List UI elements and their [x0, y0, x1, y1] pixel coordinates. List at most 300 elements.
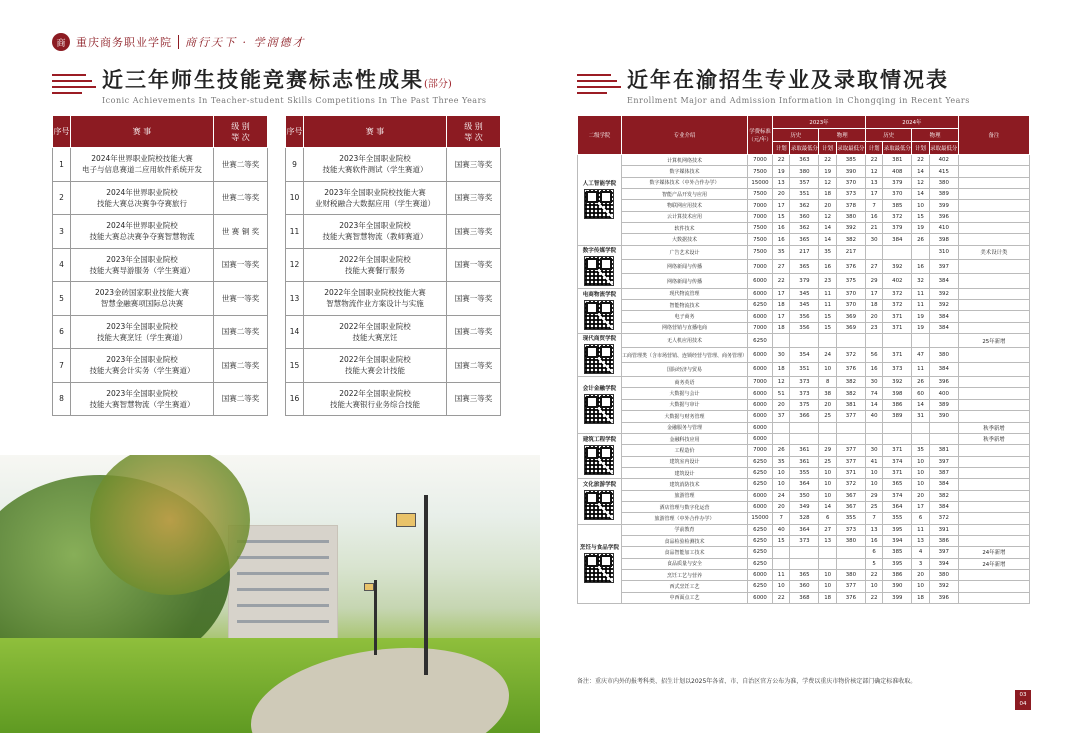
phys-2024-score: 389	[929, 189, 958, 200]
phys-2023-score	[836, 422, 865, 433]
hist-2024-score: 395	[883, 558, 912, 569]
college-cell	[578, 155, 622, 246]
hist-2023-score: 363	[790, 155, 819, 166]
hist-2024-plan: 16	[865, 535, 882, 546]
phys-2024-plan: 11	[912, 362, 929, 376]
table-row	[578, 388, 1030, 399]
event-name	[71, 315, 214, 349]
competition-title: 近三年师生技能竞赛标志性成果(部分)	[102, 67, 452, 92]
row-number: 14	[286, 315, 304, 349]
event-line-1: 2022年全国职业院校技能大赛	[324, 288, 426, 298]
phys-2024-plan: 11	[912, 524, 929, 535]
phys-2023-plan: 29	[819, 445, 836, 456]
phys-2023-plan: 11	[819, 288, 836, 299]
phys-2024-score: 386	[929, 535, 958, 546]
event-line-1: 2024年世界职业院校技能大赛	[91, 154, 193, 164]
phys-2024-plan	[912, 245, 929, 259]
event-name	[304, 148, 447, 182]
phys-2023-plan: 14	[819, 501, 836, 512]
phys-2023-plan: 6	[819, 513, 836, 524]
hist-2024-plan: 22	[865, 592, 882, 603]
college-cell	[578, 288, 622, 333]
award-level: 国赛一等奖	[447, 248, 501, 282]
phys-2024-plan: 12	[912, 177, 929, 188]
remark	[958, 362, 1029, 376]
table-row	[53, 181, 268, 215]
hist-2023-score: 364	[790, 479, 819, 490]
hist-2024-plan: 41	[865, 456, 882, 467]
event-line-2: 技能大赛会计实务（学生赛道）	[89, 366, 195, 376]
phys-2023-score: 381	[836, 399, 865, 410]
phys-2024-plan: 10	[912, 479, 929, 490]
competition-table-a	[52, 115, 268, 416]
hist-2024-plan: 25	[865, 501, 882, 512]
event-line-1: 2022年全国职业院校	[339, 254, 411, 264]
table-row	[286, 382, 501, 416]
table-row	[578, 445, 1030, 456]
remark	[958, 411, 1029, 422]
major-name: 酒店管理与数字化运营	[621, 501, 747, 512]
hist-2024-plan: 7	[865, 200, 882, 211]
phys-2023-score: 378	[836, 200, 865, 211]
hist-2023-plan: 24	[773, 490, 790, 501]
remark: 秋季新增	[958, 433, 1029, 444]
major-name: 旅游管理	[621, 490, 747, 501]
college-cell	[578, 334, 622, 377]
major-name: 建筑设计	[621, 467, 747, 478]
college-cell	[578, 479, 622, 524]
phys-2024-plan: 31	[912, 411, 929, 422]
table-row	[578, 300, 1030, 311]
hist-2023-plan: 15	[773, 211, 790, 222]
phys-2024-score: 382	[929, 490, 958, 501]
hist-2024-score: 374	[883, 456, 912, 467]
hist-2023-plan: 12	[773, 377, 790, 388]
table-row	[578, 569, 1030, 580]
major-name: 金融科技应用	[621, 433, 747, 444]
table-row	[578, 223, 1030, 234]
hist-2023-plan: 15	[773, 535, 790, 546]
hist-2023-score: 365	[790, 569, 819, 580]
hist-2023-plan: 26	[773, 445, 790, 456]
phys-2023-score: 367	[836, 501, 865, 512]
phys-2023-score: 385	[836, 155, 865, 166]
event-name	[304, 248, 447, 282]
table-row	[578, 479, 1030, 490]
phys-2024-score: 396	[929, 377, 958, 388]
table-row	[578, 200, 1030, 211]
phys-2023-score: 376	[836, 592, 865, 603]
hist-2023-score: 217	[790, 245, 819, 259]
table-row	[578, 234, 1030, 245]
major-name: 建筑消防技术	[621, 479, 747, 490]
phys-2023-plan: 18	[819, 189, 836, 200]
remark	[958, 234, 1029, 245]
major-name: 无人机应用技术	[621, 334, 747, 348]
remark	[958, 322, 1029, 333]
phys-2024-score: 397	[929, 547, 958, 558]
row-number: 13	[286, 282, 304, 316]
event-line-2: 技能大赛智慧物流（教师赛道）	[322, 232, 428, 242]
phys-2024-score: 372	[929, 513, 958, 524]
hist-2023-plan: 35	[773, 245, 790, 259]
remark	[958, 288, 1029, 299]
hist-2024-plan: 10	[865, 467, 882, 478]
table-row	[286, 215, 501, 249]
phys-2024-score: 397	[929, 456, 958, 467]
hist-2024-score: 372	[883, 211, 912, 222]
hist-2023-score: 366	[790, 411, 819, 422]
phys-2023-plan: 10	[819, 467, 836, 478]
competition-subtitle: Iconic Achievements In Teacher-student Skills Competitions In The Past Three Years	[102, 96, 487, 105]
phys-2023-plan: 14	[819, 223, 836, 234]
row-number: 11	[286, 215, 304, 249]
col-2023: 2023年	[773, 116, 866, 129]
table-row	[578, 422, 1030, 433]
phys-2024-score: 399	[929, 200, 958, 211]
phys-2023-score: 373	[836, 524, 865, 535]
table-row	[578, 288, 1030, 299]
table-row	[286, 248, 501, 282]
event-line-2: 技能大赛软件测试（学生赛道）	[322, 165, 428, 175]
phys-2023-plan: 19	[819, 166, 836, 177]
event-line-2: 电子与信息赛道二应用软件系统开发	[82, 165, 202, 175]
qr-code-icon	[584, 445, 614, 475]
phys-2023-score: 380	[836, 569, 865, 580]
award-level: 国赛三等奖	[447, 148, 501, 182]
event-name	[71, 148, 214, 182]
hist-2024-plan: 16	[865, 211, 882, 222]
table-row	[578, 592, 1030, 603]
table-row	[578, 399, 1030, 410]
phys-2024-plan: 16	[912, 260, 929, 274]
lamp-post	[424, 495, 428, 675]
event-line-2: 技能大赛导游服务（学生赛道）	[89, 265, 195, 275]
lamp	[396, 513, 416, 527]
hist-2024-score: 386	[883, 569, 912, 580]
hist-2024-plan	[865, 433, 882, 444]
tuition-fee: 6250	[747, 456, 772, 467]
phys-2023-plan: 27	[819, 524, 836, 535]
event-name	[71, 181, 214, 215]
tuition-fee: 6250	[747, 535, 772, 546]
phys-2024-plan: 14	[912, 166, 929, 177]
college-cell	[578, 524, 622, 603]
hist-2024-score: 379	[883, 223, 912, 234]
hist-2023-score	[790, 547, 819, 558]
hist-2024-plan: 30	[865, 445, 882, 456]
phys-2023-score	[836, 334, 865, 348]
col-no: 序号	[53, 116, 71, 148]
event-line-1: 2022年全国职业院校	[339, 321, 411, 331]
phys-2024-score: 397	[929, 260, 958, 274]
hist-2023-plan: 40	[773, 524, 790, 535]
table-row	[578, 211, 1030, 222]
phys-2024-plan: 26	[912, 377, 929, 388]
hist-2023-score: 345	[790, 300, 819, 311]
phys-2024-plan: 14	[912, 399, 929, 410]
qr-code-icon	[584, 553, 614, 583]
phys-2024-plan: 19	[912, 311, 929, 322]
lamp	[364, 583, 374, 591]
event-line-2: 技能大赛餐厅服务	[345, 265, 405, 275]
phys-2024-score	[929, 422, 958, 433]
hist-2024-plan: 30	[865, 377, 882, 388]
major-name: 智能产品开发与应用	[621, 189, 747, 200]
major-name: 电子商务	[621, 311, 747, 322]
qr-code-icon	[584, 189, 614, 219]
hist-2024-plan	[865, 245, 882, 259]
event-name	[71, 349, 214, 383]
table-row	[578, 177, 1030, 188]
remark: 秋季新增	[958, 422, 1029, 433]
remark	[958, 456, 1029, 467]
tuition-fee: 6250	[747, 300, 772, 311]
hist-2024-plan: 10	[865, 479, 882, 490]
tuition-fee: 6000	[747, 274, 772, 288]
major-name: 中西面点工艺	[621, 592, 747, 603]
hist-2024-plan: 17	[865, 288, 882, 299]
tuition-fee: 6250	[747, 547, 772, 558]
tuition-fee: 6000	[747, 348, 772, 362]
major-name: 大数据与财务管理	[621, 411, 747, 422]
col-score: 录取最低分	[790, 142, 819, 155]
phys-2024-score: 389	[929, 399, 958, 410]
campus-photo	[0, 455, 540, 733]
hist-2023-plan: 35	[773, 456, 790, 467]
hist-2023-plan	[773, 558, 790, 569]
admission-table	[577, 115, 1030, 604]
remark	[958, 260, 1029, 274]
college-name: 人工智能学院	[582, 180, 617, 187]
hist-2023-plan: 22	[773, 274, 790, 288]
hist-2024-score: 386	[883, 399, 912, 410]
phys-2024-score: 384	[929, 501, 958, 512]
phys-2024-score: 394	[929, 558, 958, 569]
event-name	[71, 382, 214, 416]
row-number: 15	[286, 349, 304, 383]
hist-2023-score: 373	[790, 535, 819, 546]
hist-2023-plan	[773, 334, 790, 348]
hist-2023-score	[790, 422, 819, 433]
row-number: 10	[286, 181, 304, 215]
table-row	[578, 490, 1030, 501]
hist-2024-score: 371	[883, 322, 912, 333]
tuition-fee: 6000	[747, 422, 772, 433]
phys-2024-plan: 13	[912, 535, 929, 546]
remark: 美术设计类	[958, 245, 1029, 259]
table-row	[578, 581, 1030, 592]
phys-2024-plan: 10	[912, 456, 929, 467]
event-line-1: 2023年全国职业院校	[106, 254, 178, 264]
college-name: 现代商贸学院	[582, 336, 617, 343]
table-row	[578, 456, 1030, 467]
phys-2023-plan: 38	[819, 388, 836, 399]
hist-2023-score: 328	[790, 513, 819, 524]
phys-2023-plan: 14	[819, 234, 836, 245]
col-plan: 计划	[912, 142, 929, 155]
phys-2023-plan: 23	[819, 274, 836, 288]
event-name	[304, 382, 447, 416]
event-line-2: 技能大赛烹饪	[352, 332, 398, 342]
tuition-fee: 6000	[747, 433, 772, 444]
hist-2023-score: 373	[790, 377, 819, 388]
major-name: 旅游管理（中外合作办学）	[621, 513, 747, 524]
hist-2024-plan	[865, 422, 882, 433]
hist-2023-plan: 17	[773, 288, 790, 299]
phys-2024-score: 415	[929, 166, 958, 177]
award-level: 世 赛 铜 奖	[214, 215, 268, 249]
admission-subtitle: Enrollment Major and Admission Information in Chongqing in Recent Years	[627, 96, 970, 105]
row-number: 8	[53, 382, 71, 416]
hist-2024-score: 364	[883, 501, 912, 512]
phys-2024-plan: 17	[912, 501, 929, 512]
phys-2024-plan: 35	[912, 445, 929, 456]
hist-2024-score: 402	[883, 274, 912, 288]
phys-2024-score: 391	[929, 524, 958, 535]
competition-section-header	[52, 64, 487, 105]
event-line-2: 业财税融合大数据应用（学生赛道）	[315, 198, 435, 208]
phys-2023-score: 377	[836, 445, 865, 456]
event-line-2: 技能大赛会计技能	[345, 366, 405, 376]
hist-2024-plan: 29	[865, 274, 882, 288]
hist-2023-score	[790, 433, 819, 444]
table-row	[53, 248, 268, 282]
hist-2023-score: 365	[790, 234, 819, 245]
tuition-fee: 7000	[747, 200, 772, 211]
college-cell	[578, 433, 622, 478]
college-cell	[578, 245, 622, 288]
col-history: 历史	[865, 129, 911, 142]
hist-2024-plan	[865, 334, 882, 348]
major-name: 建筑室内设计	[621, 456, 747, 467]
event-line-2: 智慧金融赛项国际总决赛	[100, 299, 184, 309]
major-name: 大数据技术	[621, 234, 747, 245]
table-row	[578, 513, 1030, 524]
phys-2024-score: 387	[929, 467, 958, 478]
table-row	[578, 311, 1030, 322]
remark	[958, 388, 1029, 399]
hist-2023-plan: 20	[773, 501, 790, 512]
phys-2024-plan: 32	[912, 274, 929, 288]
phys-2023-plan: 15	[819, 311, 836, 322]
phys-2023-score: 377	[836, 411, 865, 422]
phys-2023-plan	[819, 422, 836, 433]
event-name	[71, 215, 214, 249]
major-name: 数字媒体技术	[621, 166, 747, 177]
table-row	[578, 274, 1030, 288]
hist-2023-score: 373	[790, 388, 819, 399]
row-number: 3	[53, 215, 71, 249]
hist-2023-plan: 27	[773, 260, 790, 274]
phys-2023-score: 371	[836, 467, 865, 478]
tuition-fee: 7000	[747, 211, 772, 222]
hist-2024-plan: 27	[865, 260, 882, 274]
event-line-1: 2023年全国职业院校	[339, 154, 411, 164]
phys-2024-score: 398	[929, 234, 958, 245]
remark	[958, 223, 1029, 234]
phys-2023-plan	[819, 547, 836, 558]
hist-2024-score: 399	[883, 592, 912, 603]
phys-2024-score: 396	[929, 592, 958, 603]
event-line-1: 2023年全国职业院校	[106, 388, 178, 398]
tuition-fee: 7000	[747, 155, 772, 166]
phys-2024-plan: 15	[912, 211, 929, 222]
award-level: 国赛二等奖	[214, 382, 268, 416]
major-name: 大数据与审计	[621, 399, 747, 410]
phys-2023-plan	[819, 558, 836, 569]
phys-2024-score: 396	[929, 211, 958, 222]
hist-2023-plan: 10	[773, 479, 790, 490]
remark	[958, 155, 1029, 166]
tuition-fee: 6000	[747, 592, 772, 603]
phys-2024-score: 384	[929, 322, 958, 333]
phys-2023-plan: 8	[819, 377, 836, 388]
phys-2024-score: 380	[929, 569, 958, 580]
phys-2024-score: 384	[929, 362, 958, 376]
school-logo: 商	[52, 33, 70, 51]
college-name: 电商物流学院	[582, 291, 617, 298]
remark	[958, 490, 1029, 501]
award-level: 国赛二等奖	[214, 349, 268, 383]
phys-2023-score: 370	[836, 177, 865, 188]
phys-2024-score: 392	[929, 300, 958, 311]
phys-2024-plan: 22	[912, 155, 929, 166]
table-row	[578, 322, 1030, 333]
phys-2023-score	[836, 547, 865, 558]
phys-2024-plan: 11	[912, 288, 929, 299]
phys-2023-score: 367	[836, 490, 865, 501]
hist-2023-plan: 22	[773, 592, 790, 603]
major-name: 网络新闻与传播	[621, 274, 747, 288]
award-level: 国赛二等奖	[447, 315, 501, 349]
hist-2024-plan: 29	[865, 490, 882, 501]
hist-2023-plan: 22	[773, 155, 790, 166]
phys-2024-score	[929, 334, 958, 348]
phys-2023-plan: 15	[819, 322, 836, 333]
remark	[958, 377, 1029, 388]
tuition-fee: 6250	[747, 467, 772, 478]
phys-2023-score: 372	[836, 348, 865, 362]
phys-2024-plan: 4	[912, 547, 929, 558]
hist-2024-score: 392	[883, 377, 912, 388]
hist-2024-plan: 16	[865, 362, 882, 376]
phys-2023-plan: 11	[819, 300, 836, 311]
award-level: 世赛二等奖	[214, 148, 268, 182]
col-history: 历史	[773, 129, 819, 142]
hist-2024-score: 392	[883, 260, 912, 274]
major-name: 食品检验检测技术	[621, 535, 747, 546]
phys-2024-plan: 20	[912, 569, 929, 580]
table-row	[286, 349, 501, 383]
hist-2023-score: 364	[790, 524, 819, 535]
remark	[958, 479, 1029, 490]
phys-2023-plan: 20	[819, 399, 836, 410]
hist-2023-plan	[773, 547, 790, 558]
remark	[958, 177, 1029, 188]
hist-2023-plan: 20	[773, 189, 790, 200]
row-number: 12	[286, 248, 304, 282]
remark: 24年新增	[958, 547, 1029, 558]
tuition-fee: 6000	[747, 388, 772, 399]
table-row	[578, 558, 1030, 569]
phys-2024-plan: 60	[912, 388, 929, 399]
tuition-fee: 7500	[747, 245, 772, 259]
table-row	[578, 334, 1030, 348]
row-number: 9	[286, 148, 304, 182]
major-name: 食品质量与安全	[621, 558, 747, 569]
remark	[958, 274, 1029, 288]
